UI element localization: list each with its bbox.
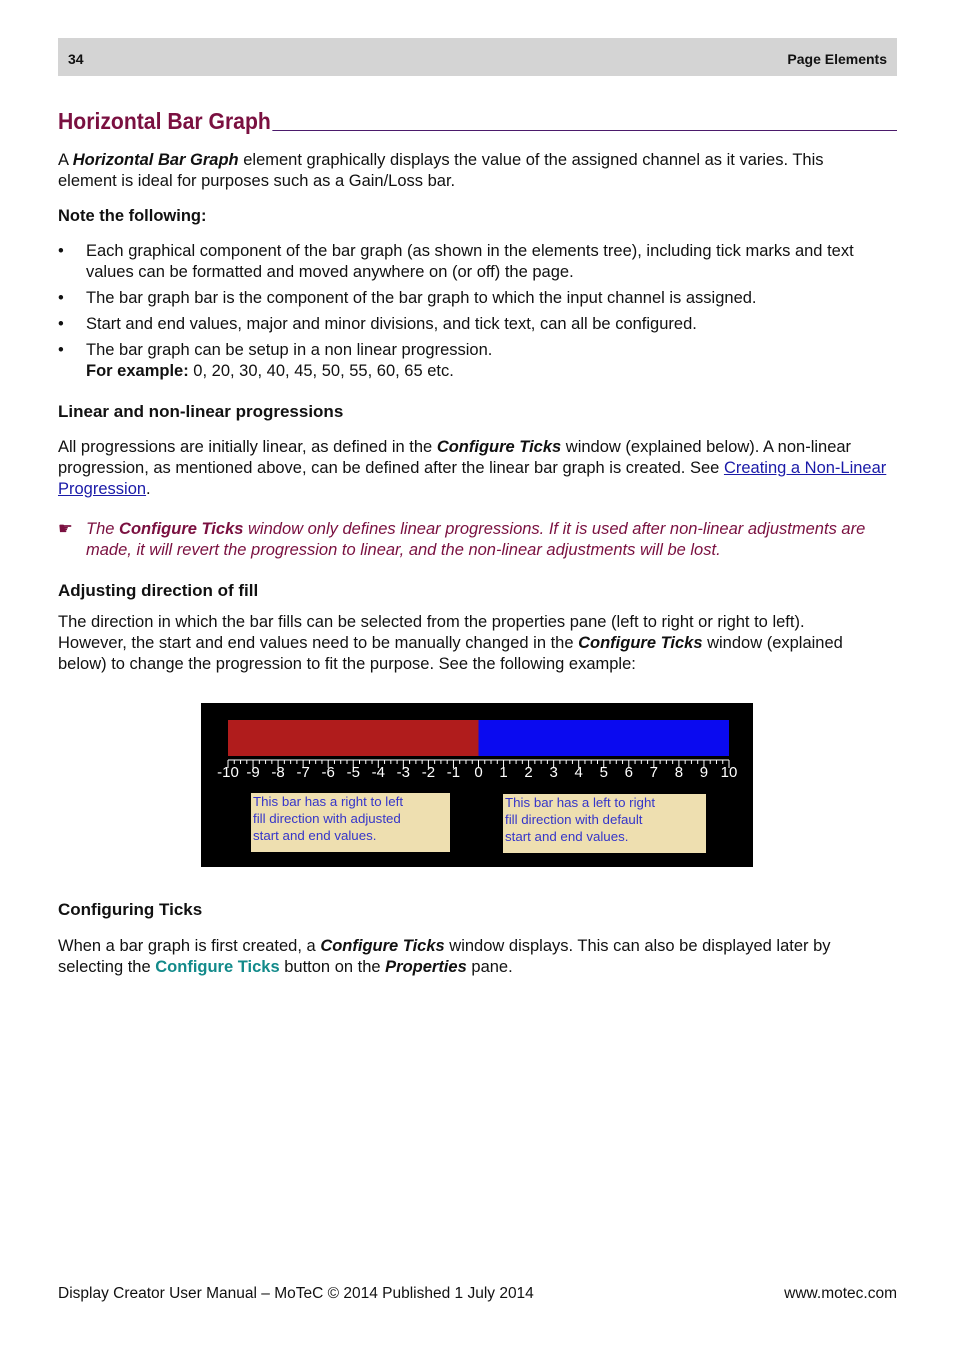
bullet-text: The bar graph can be setup in a non linear progression.	[86, 341, 493, 359]
body-text: pane.	[471, 958, 513, 976]
section-heading	[58, 108, 897, 138]
configure-ticks-button-ref: Configure Ticks	[155, 958, 280, 976]
callout-text: fill direction with default	[505, 812, 643, 827]
tick-label: 8	[674, 764, 684, 781]
body-text: progression, as mentioned above, can be defined after the linear bar graph is created. See	[58, 459, 720, 477]
section-title: Page Elements	[787, 51, 887, 67]
callout-text: This bar has a right to left	[253, 794, 404, 809]
body-text: However, the start and end values need to be manually changed in the	[58, 634, 574, 652]
warning-note	[58, 519, 897, 561]
fill-paragraph	[58, 612, 897, 675]
tick-label: 3	[549, 764, 558, 781]
nonlinear-link-continued[interactable]: Progression	[58, 480, 147, 498]
page-number: 34	[68, 51, 84, 67]
intro-term: Horizontal Bar Graph	[72, 151, 239, 169]
callout-text: fill direction with adjusted	[253, 811, 401, 826]
ticks-paragraph	[58, 936, 897, 978]
bar-segment-positive	[479, 720, 730, 756]
body-text: selecting the	[58, 958, 151, 976]
callout-text: start and end values.	[253, 828, 377, 843]
tick-label: -1	[446, 764, 461, 781]
term-properties: Properties	[385, 958, 467, 976]
term-configure-ticks: Configure Ticks	[578, 634, 703, 652]
callout-text: This bar has a left to right	[505, 795, 656, 810]
tick-label: 10	[720, 764, 738, 781]
list-item	[58, 314, 897, 335]
bullet-text: The bar graph bar is the component of the bar graph to which the input channel is assigned.	[86, 289, 757, 307]
subheading: Configuring Ticks	[58, 900, 203, 919]
nonlinear-link[interactable]: Creating a Non-Linear	[723, 459, 887, 477]
subheading: Adjusting direction of fill	[58, 581, 259, 600]
body-text: When a bar graph is first created, a	[58, 937, 316, 955]
linear-paragraph	[58, 437, 897, 500]
bullet-text: Each graphical component of the bar graph (as shown in the elements tree), including tick marks and text	[86, 242, 854, 260]
pointing-hand-icon: ☛	[58, 520, 73, 538]
tick-label: 0	[474, 764, 483, 781]
tick-label: 6	[624, 764, 633, 781]
intro-text: element is ideal for purposes such as a Gain/Loss bar.	[58, 172, 456, 190]
note-heading: Note the following:	[58, 207, 207, 225]
body-text: window (explained	[707, 634, 843, 652]
tick-label: -5	[346, 764, 360, 781]
bullet-glyph: •	[58, 289, 64, 307]
page-title: Horizontal Bar Graph	[58, 108, 271, 134]
body-text: The direction in which the bar fills can be selected from the properties pane (left to right or right to left).	[58, 613, 805, 631]
note-text: window only defines linear progressions. If it is used after non-linear adjustments are	[248, 520, 866, 538]
note-term: Configure Ticks	[119, 520, 244, 538]
body-text: window (explained below). A non-linear	[565, 438, 852, 456]
tick-label: 1	[499, 764, 508, 781]
callout-text: start and end values.	[505, 829, 629, 844]
footer-copyright: Display Creator User Manual – MoTeC © 2014 Published 1 July 2014	[58, 1285, 534, 1302]
bullet-list	[58, 241, 897, 387]
tick-label: 9	[699, 764, 709, 781]
tick-label: 2	[524, 764, 533, 781]
bullet-glyph: •	[58, 242, 64, 260]
page-header	[58, 38, 897, 76]
subheading: Linear and non-linear progressions	[58, 402, 344, 421]
fill-heading	[58, 580, 897, 601]
list-item	[58, 241, 897, 283]
tick-label: -8	[271, 764, 285, 781]
body-text: button on the	[284, 958, 381, 976]
example-label: For example:	[86, 362, 189, 380]
bullet-text: Start and end values, major and minor divisions, and tick text, can all be configured.	[86, 315, 697, 333]
tick-label: -10	[217, 764, 239, 781]
bar-graph-example	[201, 703, 753, 867]
bar-segment-negative	[228, 720, 479, 756]
linear-heading	[58, 401, 897, 422]
callout-left-to-right	[503, 794, 706, 853]
tick-label: -4	[371, 764, 385, 781]
tick-label: -7	[296, 764, 310, 781]
body-text: window displays. This can also be displayed later by	[449, 937, 831, 955]
list-item	[58, 340, 897, 382]
body-text: .	[146, 480, 151, 498]
list-item	[58, 288, 897, 309]
bullet-glyph: •	[58, 315, 64, 333]
term-configure-ticks: Configure Ticks	[320, 937, 445, 955]
footer-website: www.motec.com	[784, 1285, 897, 1302]
tick-label: 4	[574, 764, 583, 781]
ticks-heading	[58, 899, 897, 920]
tick-label: -6	[321, 764, 335, 781]
note-text: The	[86, 520, 115, 538]
body-text: All progressions are initially linear, as defined in the	[58, 438, 433, 456]
callout-right-to-left	[251, 793, 450, 852]
tick-label: 7	[649, 764, 659, 781]
bullet-text: values can be formatted and moved anywhere on (or off) the page.	[86, 263, 574, 281]
example-values: 0, 20, 30, 40, 45, 50, 55, 60, 65 etc.	[193, 362, 454, 380]
tick-label: 5	[599, 764, 608, 781]
intro-text: element graphically displays the value of the assigned channel as it varies. This	[243, 151, 824, 169]
term-configure-ticks: Configure Ticks	[436, 438, 562, 456]
body-text: below) to change the progression to fit the purpose. See the following example:	[58, 655, 636, 673]
tick-label: -3	[396, 764, 411, 781]
intro-paragraph	[58, 150, 897, 192]
tick-label: -2	[421, 764, 436, 781]
note-text: made, it will revert the progression to linear, and the non-linear adjustments will be lost.	[86, 541, 721, 559]
intro-text: A	[58, 151, 69, 169]
bullet-glyph: •	[58, 341, 64, 359]
tick-label: -9	[246, 764, 260, 781]
